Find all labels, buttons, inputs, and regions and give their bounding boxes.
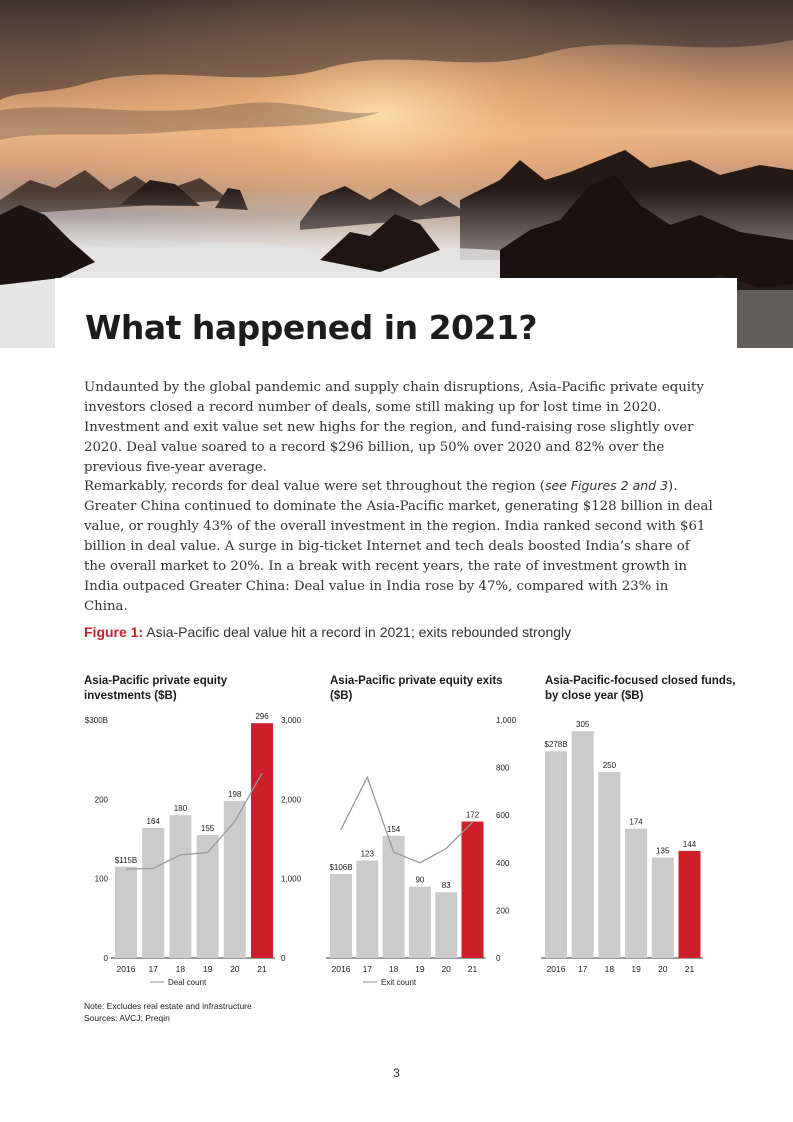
page-title: What happened in 2021? xyxy=(85,308,538,347)
investments-left-tick-0: 0 xyxy=(103,954,108,963)
investments-value-label-20: 198 xyxy=(228,789,242,799)
exits-value-label-17: 123 xyxy=(360,849,374,859)
note-text: Note: Excludes real estate and infrastructure xyxy=(84,1001,252,1011)
funds-value-label-2016: $278B xyxy=(544,740,568,750)
funds-category-label-18: 18 xyxy=(604,964,615,974)
exits-legend-label: Exit count xyxy=(381,978,417,987)
exits-bar-19 xyxy=(409,887,431,958)
investments-value-label-19: 155 xyxy=(200,824,215,834)
investments-left-tick-300: $300B xyxy=(84,716,108,725)
investments-left-tick-100: 100 xyxy=(94,874,108,884)
exits-category-label-20: 20 xyxy=(441,964,451,974)
investments-category-label-18: 18 xyxy=(175,964,186,974)
investments-left-tick-200: 200 xyxy=(94,795,108,805)
funds-bar-21 xyxy=(679,851,701,958)
funds-bar-19 xyxy=(625,829,647,958)
exits-right-tick-800: 800 xyxy=(496,763,510,773)
investments-bar-2016 xyxy=(115,867,137,958)
funds-category-label-2016: 2016 xyxy=(546,964,566,974)
funds-value-label-20: 135 xyxy=(656,846,670,856)
exits-right-tick-1000: 1,000 xyxy=(496,716,517,725)
funds-category-label-20: 20 xyxy=(658,964,668,974)
exits-category-label-17: 17 xyxy=(362,964,373,974)
figure-notes xyxy=(84,1000,252,1024)
exits-value-label-20: 83 xyxy=(441,881,451,891)
funds-value-label-18: 250 xyxy=(602,761,617,771)
investments-right-tick-3000: 3,000 xyxy=(281,716,302,725)
exits-category-label-2016: 2016 xyxy=(331,964,351,974)
investments-category-label-2016: 2016 xyxy=(116,964,136,974)
exits-bar-20 xyxy=(435,892,457,958)
investments-bar-21 xyxy=(251,723,273,958)
investments-right-tick-2000: 2,000 xyxy=(281,795,302,805)
funds-bar-18 xyxy=(598,772,620,958)
investments-bar-20 xyxy=(224,801,246,958)
exits-right-tick-0: 0 xyxy=(496,954,501,963)
investments-right-tick-1000: 1,000 xyxy=(281,874,302,884)
exits-category-label-21: 21 xyxy=(467,964,478,974)
investments-right-tick-0: 0 xyxy=(281,954,286,963)
exits-right-tick-200: 200 xyxy=(496,906,510,916)
exits-value-label-18: 154 xyxy=(386,824,401,834)
funds-category-label-19: 19 xyxy=(631,964,641,974)
funds-value-label-17: 305 xyxy=(576,720,590,730)
investments-bar-17 xyxy=(142,828,164,958)
funds-bar-2016 xyxy=(545,751,567,958)
investments-category-label-19: 19 xyxy=(202,964,213,974)
investments-value-label-17: 164 xyxy=(146,816,160,826)
figure-reference: see Figures 2 and 3 xyxy=(544,478,669,493)
para2-text-before: Remarkably, records for deal value were set throughout the region ( xyxy=(84,479,545,494)
exits-bar-18 xyxy=(383,836,405,958)
figure-caption-text: Asia-Pacific deal value hit a record in 2021; exits rebounded strongly xyxy=(143,624,572,640)
investments-value-label-2016: $115B xyxy=(114,855,138,865)
investments-category-label-17: 17 xyxy=(148,964,158,974)
chart-funds-title: Asia-Pacific-focused closed funds, by close year ($B) xyxy=(545,675,736,702)
exits-value-label-21: 172 xyxy=(465,810,480,820)
investments-bar-18 xyxy=(169,815,191,958)
figure-label: Figure 1: xyxy=(84,624,144,640)
investments-legend-label: Deal count xyxy=(168,978,207,987)
exits-bar-21 xyxy=(462,822,484,958)
exits-bar-2016 xyxy=(330,874,352,958)
chart-exits-title: Asia-Pacific private equity exits ($B) xyxy=(330,675,503,702)
investments-value-label-21: 296 xyxy=(255,712,269,722)
funds-category-label-17: 17 xyxy=(577,964,588,974)
exits-right-tick-600: 600 xyxy=(496,811,510,821)
investments-category-label-20: 20 xyxy=(230,964,240,974)
sources-text: Sources: AVCJ; Preqin xyxy=(84,1013,170,1023)
funds-value-label-21: 144 xyxy=(682,839,697,849)
chart-investments-title: Asia-Pacific private equity investments ($B) xyxy=(84,675,228,702)
investments-value-label-18: 180 xyxy=(173,804,188,814)
para2-text-after: ). Greater China continued to dominate the Asia-Pacific market, generating $128 billion in deal value, or roughly 43% of the overall investment in the region. India ranked second with $61 billion in deal value. A surge in big-ticket Internet and tech deals boosted India’s share of the overall market to 20%. In a break with recent years, the rate of investment growth in India outpaced Greater China: Deal value in India rose by 47%, compared with 23% in China. xyxy=(84,479,713,614)
body-paragraph-1: Undaunted by the global pandemic and supply chain disruptions, Asia-Pacific private equity investors closed a record number of deals, some still making up for lost time in 2020. Investment and exit value set new highs for the region, and fund-raising rose slightly over 2020. Deal value soared to a record $296 billion, up 50% over 2020 and 82% over the previous five-year average. xyxy=(84,380,704,475)
funds-bar-20 xyxy=(652,858,674,958)
exits-value-label-2016: $106B xyxy=(329,862,353,872)
funds-bar-17 xyxy=(572,731,594,958)
funds-value-label-19: 174 xyxy=(629,817,643,827)
exits-value-label-19: 90 xyxy=(415,875,425,885)
funds-category-label-21: 21 xyxy=(684,964,695,974)
exits-right-tick-400: 400 xyxy=(496,858,510,868)
exits-category-label-18: 18 xyxy=(388,964,399,974)
exits-bar-17 xyxy=(356,860,378,958)
exits-category-label-19: 19 xyxy=(415,964,425,974)
page-number: 3 xyxy=(393,1066,400,1080)
investments-category-label-21: 21 xyxy=(257,964,267,974)
